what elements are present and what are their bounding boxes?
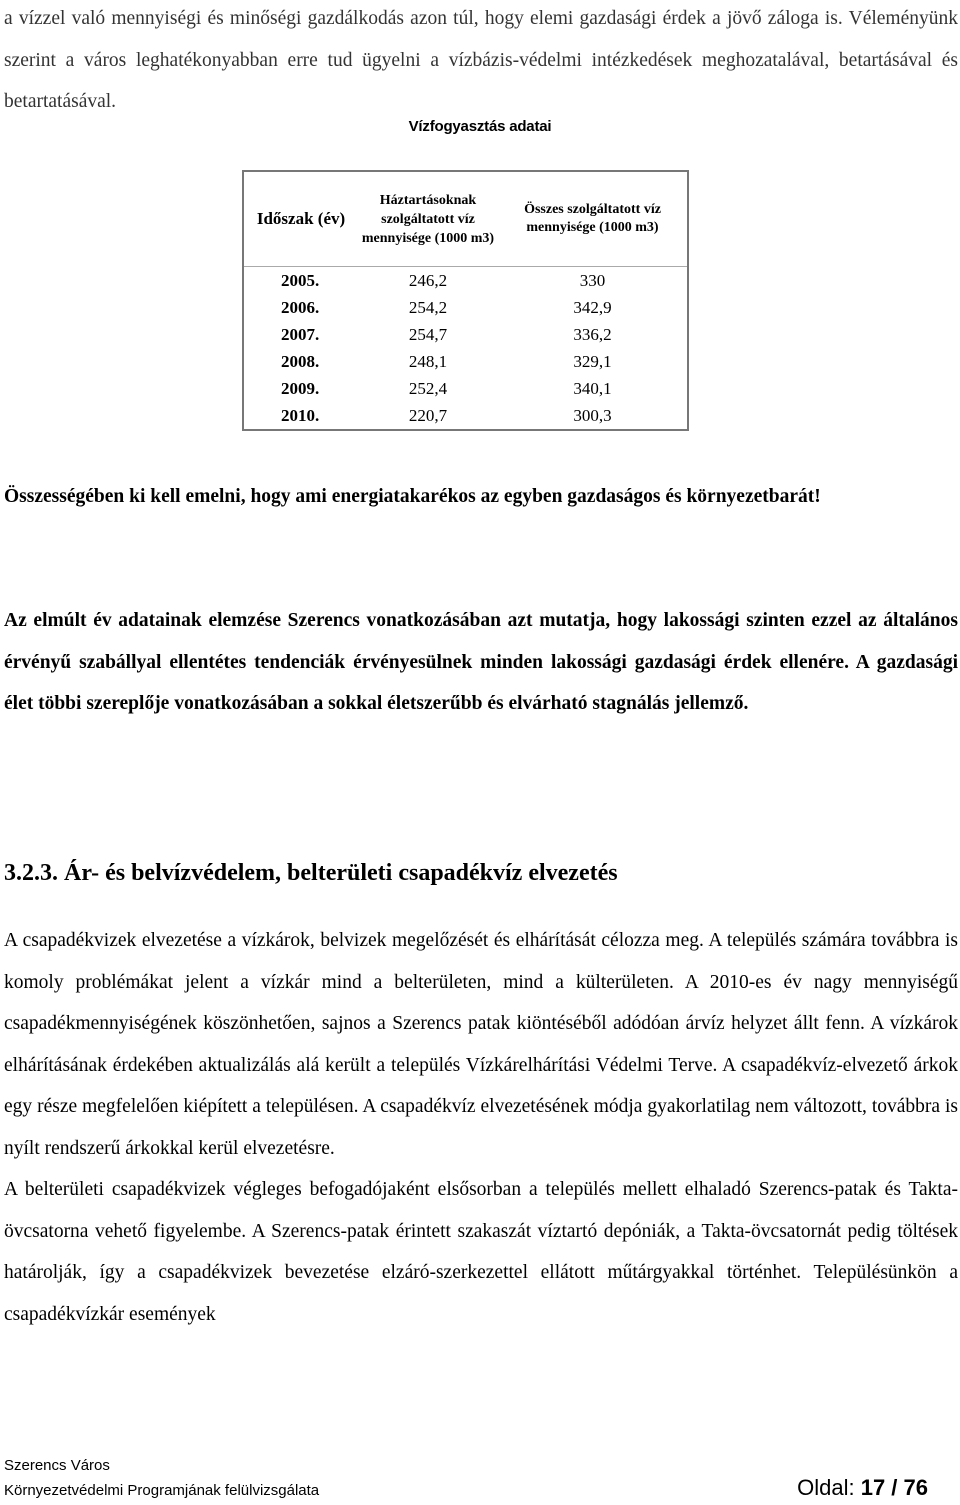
intro-paragraph: a vízzel való mennyiségi és minőségi gazdálkodás azon túl, hogy elemi gazdasági érdek a jövő záloga is. Véleményünk szerint a város leghatékonyabban erre tud ügyelni a vízbázis-védelmi intézkedések meghozatalával, betartásával és betartatásával.: [4, 8, 958, 112]
row-year: 2009.: [281, 378, 320, 398]
table-header-row: [243, 171, 688, 267]
row-household: 220,7: [408, 405, 448, 425]
header-household: Háztartásoknak szolgáltatott víz mennyisége (1000 m3): [361, 192, 495, 246]
header-total: Összes szolgáltatott víz mennyisége (1000 m3): [524, 202, 661, 235]
row-year: 2005.: [243, 267, 358, 295]
footer-city: Szerencs Város: [4, 1457, 110, 1474]
header-period: Időszak (év): [256, 209, 346, 228]
row-total: 300,3: [573, 405, 612, 425]
footer-program: Környezetvédelmi Programjának felülvizsgálata: [4, 1482, 320, 1499]
section-paragraph-1: A csapadékvizek elvezetése a vízkárok, belvizek megelőzését és elhárítását célozza meg. A település számára továbbra is komoly problémákat jelent a vízkár mind a belterületen, mind a külterületen. A 2010-es év nagy mennyiségű csapadékmennyiségének köszönhetően, sajnos a Szerencs patak kiöntéséből adódóan árvíz helyzet állt fenn. A vízkárok elhárításának érdekében aktualizálás alá került a település Vízkárelhárítási Védelmi Terve. A csapadékvíz-elvezető árkok egy része megfelelően kiépített a településen. A csapadékvíz elvezetésének módja gyakorlatilag nem változott, továbbra is nyílt rendszerű árkokkal kerül elvezetésre.: [4, 930, 958, 1159]
section-body: [4, 920, 958, 1335]
section-heading: 3.2.3. Ár- és belvízvédelem, belterületi csapadékvíz elvezetés: [4, 860, 618, 886]
row-total: 336,2: [573, 324, 612, 344]
page-label: Oldal:: [797, 1475, 855, 1500]
row-total: 340,1: [573, 378, 612, 398]
row-household: 254,2: [408, 297, 448, 317]
summary-paragraph: Összességében ki kell emelni, hogy ami energiatakarékos az egyben gazdaságos és környezetbarát!: [4, 486, 821, 507]
row-household: 248,1: [408, 351, 448, 371]
page-indicator: [797, 1475, 928, 1501]
page-number: 17 / 76: [860, 1475, 928, 1500]
row-year: 2008.: [281, 351, 320, 371]
table-row: [243, 294, 688, 321]
table-row: [243, 375, 688, 402]
row-total: 329,1: [573, 351, 612, 371]
row-year: 2006.: [281, 297, 320, 317]
row-household: 252,4: [408, 378, 448, 398]
table-row: [243, 321, 688, 348]
water-consumption-table: [242, 170, 689, 431]
table-row: [243, 348, 688, 375]
section-paragraph-2: A belterületi csapadékvizek végleges befogadójaként elsősorban a település mellett elhaladó Szerencs-patak és Takta-övcsatorna vehető figyelembe. A Szerencs-patak érintett szakaszát víztartó depóniák, a Takta-övcsatornát pedig töltések határolják, így a csapadékvizek bevezetése elzáró-szerkezettel ellátott műtárgyakkal történhet. Településünkön a csapadékvízkár események: [4, 1179, 958, 1325]
row-total: 342,9: [573, 297, 612, 317]
analysis-paragraph: Az elmúlt év adatainak elemzése Szerencs vonatkozásában azt mutatja, hogy lakossági szinten ezzel az általános érvényű szabállyal ellentétes tendenciák érvényesülnek minden lakossági gazdasági érdek ellenére. A gazdasági élet többi szereplője vonatkozásában a sokkal életszerűbb és elvárható stagnálás jellemző.: [4, 610, 958, 714]
row-total: 330: [498, 267, 688, 295]
table-row: [243, 402, 688, 430]
row-household: 246,2: [358, 267, 498, 295]
table-row: [243, 267, 688, 295]
table-caption: Vízfogyasztás adatai: [408, 118, 552, 135]
row-household: 254,7: [408, 324, 448, 344]
row-year: 2010.: [281, 405, 320, 425]
row-year: 2007.: [281, 324, 320, 344]
